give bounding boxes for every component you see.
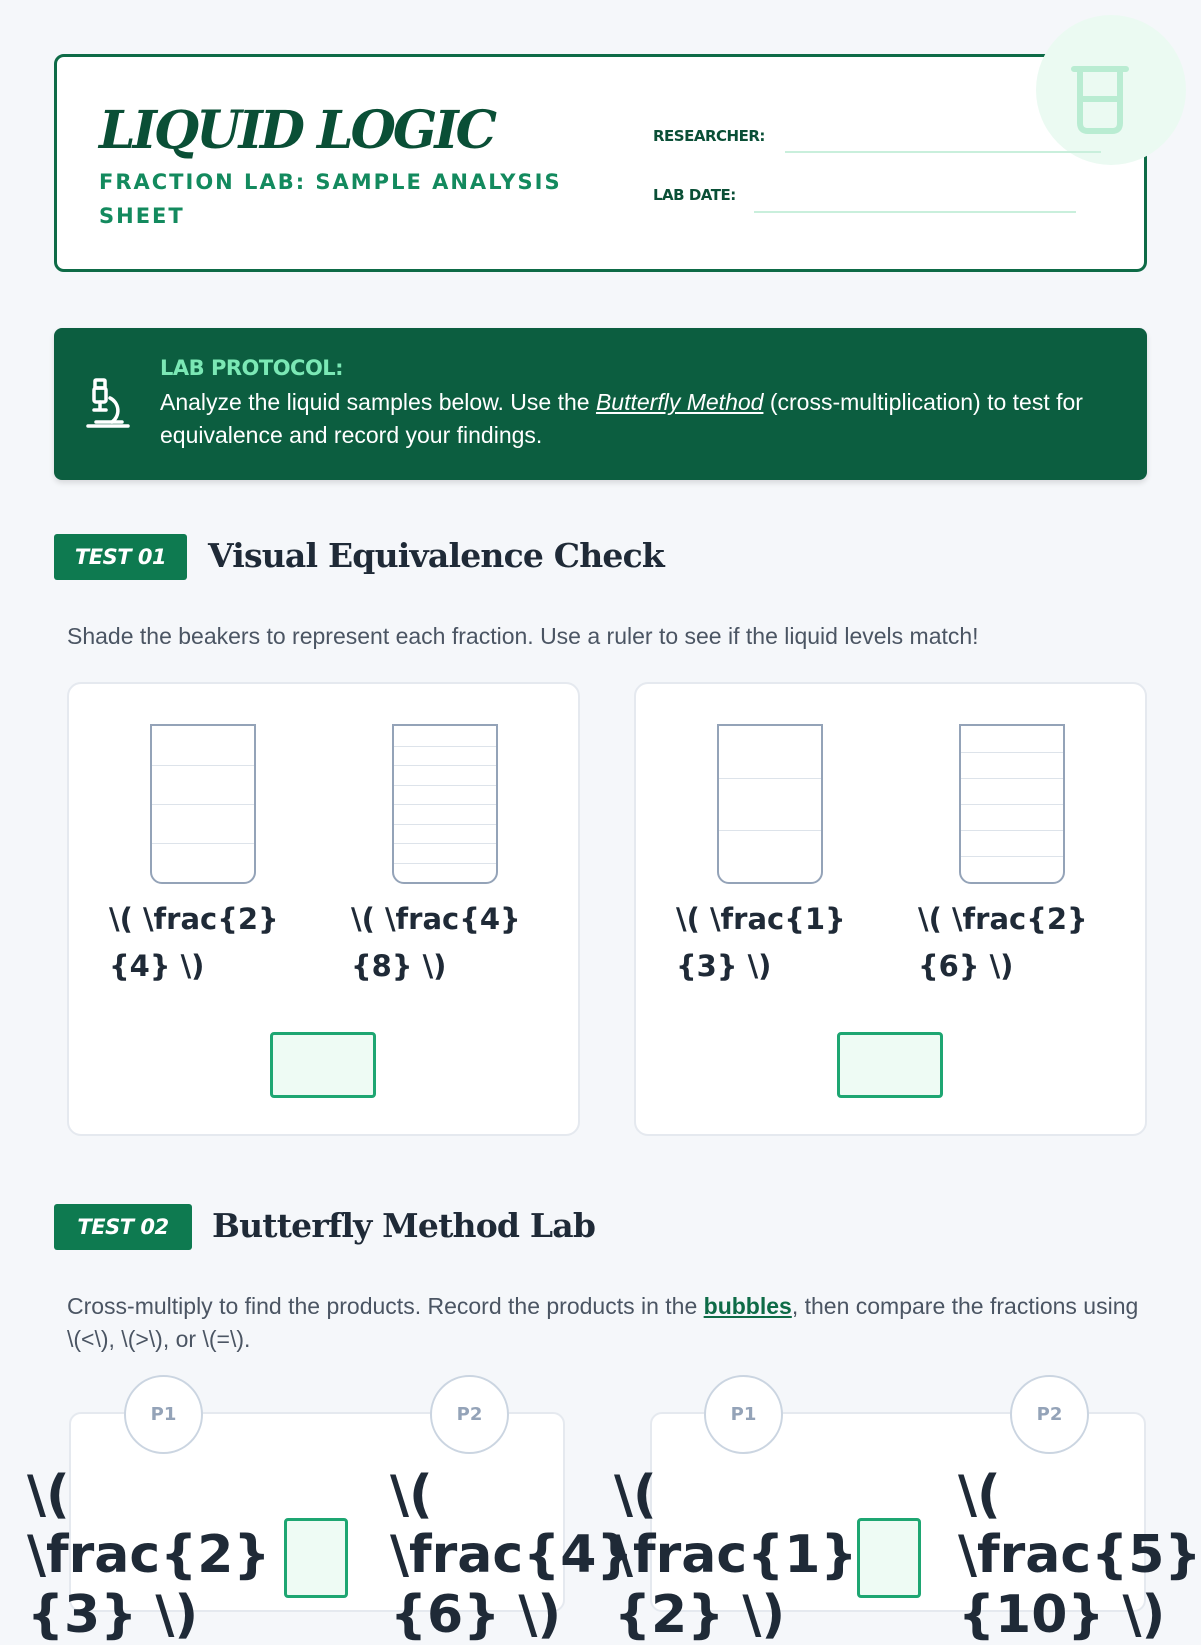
beaker-tick (394, 843, 496, 844)
beaker-tick (394, 765, 496, 766)
fraction-left: \( \frac{1} {2} \) (614, 1465, 858, 1645)
answer-box[interactable] (270, 1032, 376, 1098)
beaker-tick (152, 843, 254, 844)
product-bubble-p2[interactable]: P2 (1010, 1375, 1089, 1454)
test-02-title: Butterfly Method Lab (212, 1206, 596, 1245)
product-bubble-p1[interactable]: P1 (124, 1375, 203, 1454)
beaker-left[interactable] (717, 724, 823, 884)
beaker-tick (152, 765, 254, 766)
researcher-label: RESEARCHER: (653, 127, 765, 145)
beaker-tick (394, 804, 496, 805)
visual-card (634, 682, 1147, 1136)
lab-date-field[interactable] (754, 211, 1076, 213)
protocol-banner (54, 328, 1147, 480)
protocol-title: LAB PROTOCOL: (160, 356, 344, 380)
beaker-tick (719, 830, 821, 831)
beaker-right[interactable] (392, 724, 498, 884)
page-subtitle: FRACTION LAB: SAMPLE ANALYSIS SHEET (99, 170, 562, 228)
compare-box[interactable] (857, 1518, 921, 1598)
researcher-field[interactable] (785, 151, 1101, 153)
beaker-tick (394, 824, 496, 825)
fraction-label: \( \frac{2}{6} \) (918, 902, 1088, 983)
butterfly-method-link[interactable]: Butterfly Method (595, 389, 764, 415)
compare-box[interactable] (284, 1518, 348, 1598)
beaker-tick (394, 746, 496, 747)
beaker-tick (719, 778, 821, 779)
test-01-badge: TEST 01 (54, 534, 187, 580)
description-part: , then compare the fractions using \(<\), \(>\), or \(=\). (67, 1293, 1139, 1352)
beaker-left[interactable] (150, 724, 256, 884)
fraction-label: \( \frac{2}{4} \) (109, 902, 279, 983)
product-bubble-p1[interactable]: P1 (704, 1375, 783, 1454)
beaker-tick (961, 752, 1063, 753)
visual-card (67, 682, 580, 1136)
beaker-tick (961, 778, 1063, 779)
test-02-badge: TEST 02 (54, 1204, 192, 1250)
beaker-tick (152, 804, 254, 805)
beaker-icon (1070, 65, 1130, 135)
page-title: LIQUID LOGIC (99, 100, 495, 161)
microscope-icon (82, 376, 134, 432)
beaker-tick (961, 804, 1063, 805)
beaker-tick (394, 785, 496, 786)
beaker-right[interactable] (959, 724, 1065, 884)
fraction-right: \( \frac{5} {10} \) (958, 1465, 1201, 1645)
answer-box[interactable] (837, 1032, 943, 1098)
test-01-description: Shade the beakers to represent each fraction. Use a ruler to see if the liquid levels match! (67, 623, 979, 649)
beaker-tick (961, 830, 1063, 831)
product-bubble-p2[interactable]: P2 (430, 1375, 509, 1454)
test-02-description (67, 1290, 1147, 1356)
test-01-title: Visual Equivalence Check (208, 536, 664, 575)
beaker-tick (961, 856, 1063, 857)
protocol-text-part: Analyze the liquid samples below. Use the (160, 389, 596, 415)
fraction-label: \( \frac{1}{3} \) (676, 902, 846, 983)
header-card (54, 54, 1147, 272)
fraction-label: \( \frac{4}{8} \) (351, 902, 521, 983)
fraction-right: \( \frac{4} {6} \) (390, 1465, 634, 1645)
bubbles-link[interactable]: bubbles (703, 1293, 792, 1319)
fraction-left: \( \frac{2} {3} \) (27, 1465, 271, 1645)
beaker-tick (394, 863, 496, 864)
protocol-text-part: (cross-multiplication) to test for equivalence and record your findings. (160, 389, 1083, 448)
description-part: Cross-multiply to find the products. Record the products in the (67, 1293, 704, 1319)
protocol-text (160, 386, 1120, 452)
lab-date-label: LAB DATE: (653, 186, 736, 204)
